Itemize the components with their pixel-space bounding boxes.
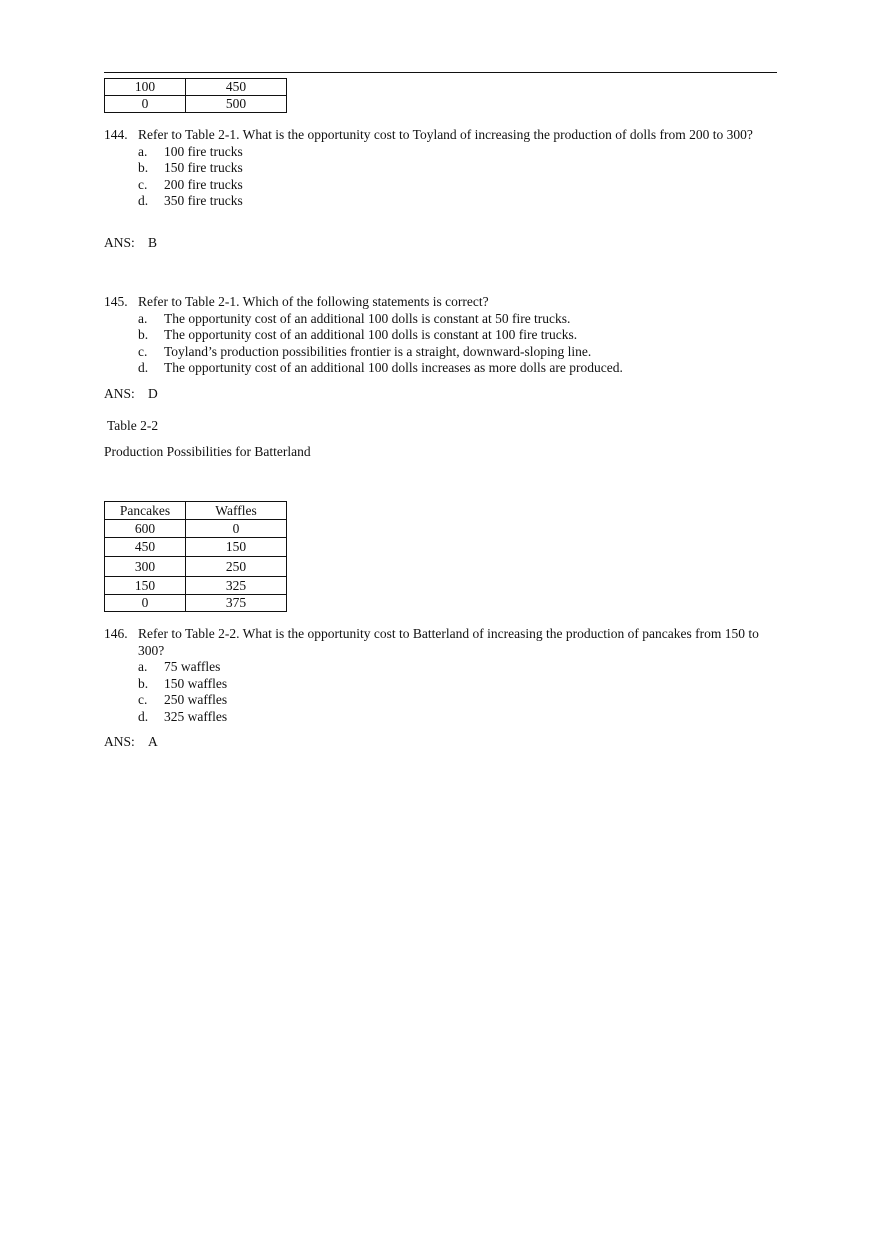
- table-row: [105, 557, 287, 577]
- question-number: 146.: [104, 626, 128, 641]
- option-letter: b.: [138, 327, 149, 343]
- table-cell: 450: [186, 79, 287, 96]
- option-d: [138, 709, 784, 726]
- option-text: 325 waffles: [164, 708, 228, 724]
- question-text: Refer to Table 2-2. What is the opportunity cost to Batterland of increasing the production of pancakes from 150 to 300?: [138, 626, 759, 658]
- option-c: [138, 692, 784, 709]
- table-cell: 150: [186, 538, 287, 557]
- options-list: [138, 144, 784, 210]
- option-letter: b.: [138, 160, 149, 176]
- question-145: [104, 294, 784, 377]
- option-text: The opportunity cost of an additional 100 dolls is constant at 50 fire trucks.: [164, 310, 571, 326]
- table-2-2: [104, 501, 287, 612]
- table-cell: 150: [105, 577, 186, 595]
- table-row: [105, 96, 287, 113]
- option-letter: a.: [138, 310, 148, 326]
- table-row: [105, 577, 287, 595]
- answer-label: ANS:: [104, 235, 135, 250]
- option-text: 350 fire trucks: [164, 193, 243, 209]
- top-rule: [104, 72, 777, 73]
- option-text: Toyland’s production possibilities frontier is a straight, downward-sloping line.: [164, 343, 592, 359]
- option-text: 200 fire trucks: [164, 176, 243, 192]
- option-text: The opportunity cost of an additional 100 dolls is constant at 100 fire trucks.: [164, 327, 578, 343]
- option-c: [138, 177, 784, 194]
- option-b: [138, 327, 784, 344]
- question-text: Refer to Table 2-1. Which of the following statements is correct?: [138, 294, 489, 309]
- answer-146: [104, 734, 158, 750]
- option-letter: c.: [138, 176, 148, 192]
- option-letter: d.: [138, 360, 149, 376]
- option-letter: a.: [138, 659, 148, 674]
- option-b: [138, 676, 784, 693]
- option-a: [138, 311, 784, 328]
- option-letter: c.: [138, 692, 148, 708]
- option-letter: b.: [138, 675, 149, 691]
- option-d: [138, 360, 784, 377]
- table-cell: 250: [186, 557, 287, 577]
- table-header-row: [105, 502, 287, 520]
- table-2-1-partial: [104, 78, 287, 113]
- table-cell: 100: [105, 79, 186, 96]
- option-a: [138, 144, 784, 161]
- option-text: 150 waffles: [164, 675, 228, 691]
- question-number: 144.: [104, 127, 128, 142]
- column-header: Pancakes: [105, 502, 186, 520]
- answer-144: [104, 235, 157, 251]
- option-letter: a.: [138, 143, 148, 159]
- question-text: Refer to Table 2-1. What is the opportunity cost to Toyland of increasing the production of dolls from 200 to 300?: [138, 127, 753, 142]
- table-row: [105, 520, 287, 538]
- answer-value: A: [148, 734, 158, 749]
- option-letter: d.: [138, 193, 149, 209]
- table-cell: 600: [105, 520, 186, 538]
- option-letter: c.: [138, 343, 148, 359]
- option-text: The opportunity cost of an additional 100 dolls increases as more dolls are produced.: [164, 360, 623, 376]
- answer-value: B: [148, 235, 158, 250]
- answer-label: ANS:: [104, 386, 135, 401]
- table-cell: 0: [105, 595, 186, 612]
- option-text: 75 waffles: [164, 659, 221, 674]
- table-cell: 325: [186, 577, 287, 595]
- option-letter: d.: [138, 708, 149, 724]
- question-number: 145.: [104, 294, 128, 309]
- table-row: [105, 79, 287, 96]
- answer-145: [104, 386, 158, 402]
- table-row: [105, 595, 287, 612]
- option-a: [138, 659, 784, 676]
- table-label: Table 2-2: [107, 418, 159, 433]
- options-list: [138, 659, 784, 725]
- option-c: [138, 344, 784, 361]
- options-list: [138, 311, 784, 377]
- option-d: [138, 193, 784, 210]
- option-text: 250 waffles: [164, 692, 228, 708]
- option-text: 150 fire trucks: [164, 160, 243, 176]
- table-cell: 0: [186, 520, 287, 538]
- question-146: [104, 626, 784, 725]
- table-cell: 300: [105, 557, 186, 577]
- option-b: [138, 160, 784, 177]
- table-cell: 375: [186, 595, 287, 612]
- table-cell: 500: [186, 96, 287, 113]
- table-row: [105, 538, 287, 557]
- table-cell: 450: [105, 538, 186, 557]
- column-header: Waffles: [186, 502, 287, 520]
- question-144: [104, 127, 784, 210]
- table-cell: 0: [105, 96, 186, 113]
- option-text: 100 fire trucks: [164, 143, 243, 159]
- table-caption: Production Possibilities for Batterland: [104, 444, 311, 459]
- answer-label: ANS:: [104, 734, 135, 749]
- answer-value: D: [148, 386, 158, 401]
